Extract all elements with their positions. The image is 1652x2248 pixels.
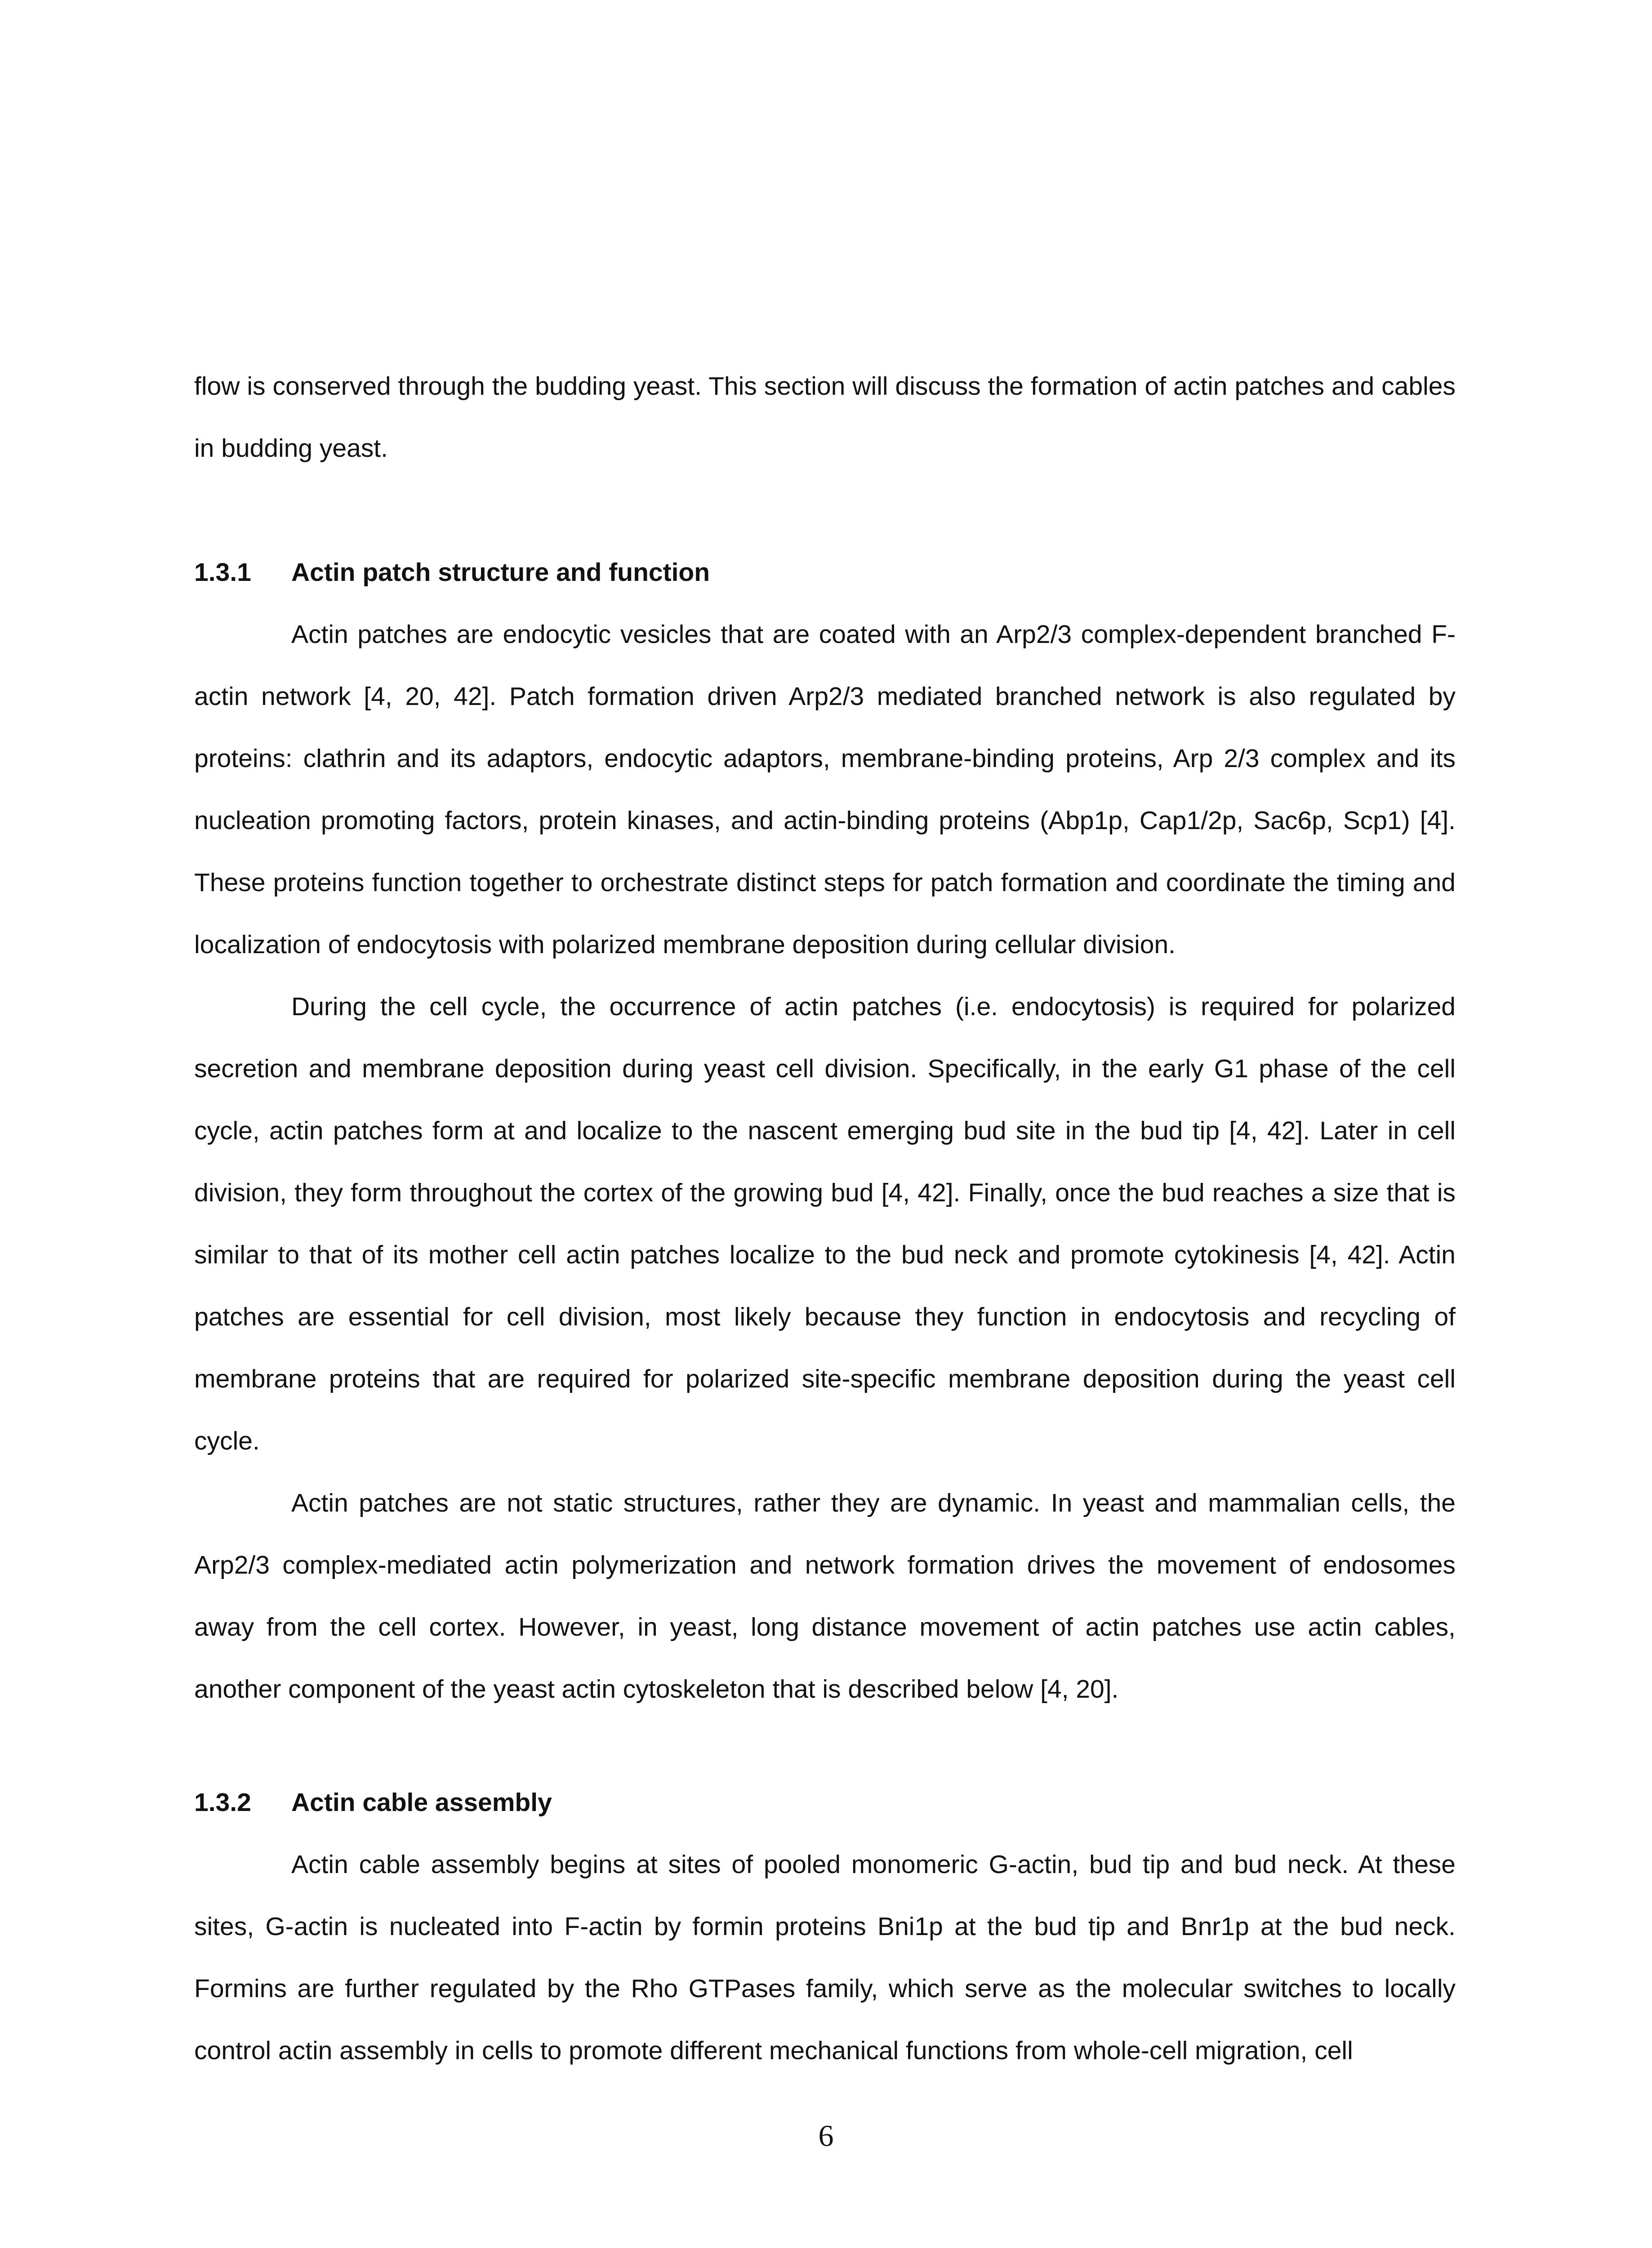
section-heading-1-3-2 xyxy=(194,1771,1456,1833)
intro-paragraph: flow is conserved through the budding yeast. This section will discuss the formation of actin patches and cables in budding yeast. xyxy=(194,372,1456,463)
intro-text-block xyxy=(194,355,1456,479)
section-1-3-1-body xyxy=(194,603,1456,1720)
section-1-3-2-body xyxy=(194,1833,1456,2082)
section-number: 1.3.2 xyxy=(194,1788,251,1817)
section-heading-1-3-1 xyxy=(194,541,1456,603)
body-paragraph: Actin patches are endocytic vesicles that are coated with an Arp2/3 complex-dependent branched F-actin network [4, 20, 42]. Patch formation driven Arp2/3 mediated branched network is also regulated by proteins: clathrin and its adaptors, endocytic adaptors, membrane-binding proteins, Arp 2/3 complex and its nucleation promoting factors, protein kinases, and actin-binding proteins (Abp1p, Cap1/2p, Sac6p, Scp1) [4]. These proteins function together to orchestrate distinct steps for patch formation and coordinate the timing and localization of endocytosis with polarized membrane deposition during cellular division. xyxy=(194,620,1456,959)
body-paragraph: Actin patches are not static structures, rather they are dynamic. In yeast and mammalian cells, the Arp2/3 complex-mediated actin polymerization and network formation drives the movement of endosomes away from the cell cortex. However, in yeast, long distance movement of actin patches use actin cables, another component of the yeast actin cytoskeleton that is described below [4, 20]. xyxy=(194,1489,1456,1704)
section-title: Actin patch structure and function xyxy=(291,558,710,587)
body-paragraph: During the cell cycle, the occurrence of actin patches (i.e. endocytosis) is required for polarized secretion and membrane deposition during yeast cell division. Specifically, in the early G1 phase of the cell cycle, actin patches form at and localize to the nascent emerging bud site in the bud tip [4, 42]. Later in cell division, they form throughout the cortex of the growing bud [4, 42]. Finally, once the bud reaches a size that is similar to that of its mother cell actin patches localize to the bud neck and promote cytokinesis [4, 42]. Actin patches are essential for cell division, most likely because they function in endocytosis and recycling of membrane proteins that are required for polarized site-specific membrane deposition during the yeast cell cycle. xyxy=(194,992,1456,1455)
section-title: Actin cable assembly xyxy=(291,1788,552,1817)
section-number: 1.3.1 xyxy=(194,558,251,587)
body-paragraph: Actin cable assembly begins at sites of pooled monomeric G-actin, bud tip and bud neck. At these sites, G-actin is nucleated into F-actin by formin proteins Bni1p at the bud tip and Bnr1p at the bud neck. Formins are further regulated by the Rho GTPases family, which serve as the molecular switches to locally control actin assembly in cells to promote different mechanical functions from whole-cell migration, cell xyxy=(194,1850,1456,2065)
page-number: 6 xyxy=(818,2119,834,2153)
